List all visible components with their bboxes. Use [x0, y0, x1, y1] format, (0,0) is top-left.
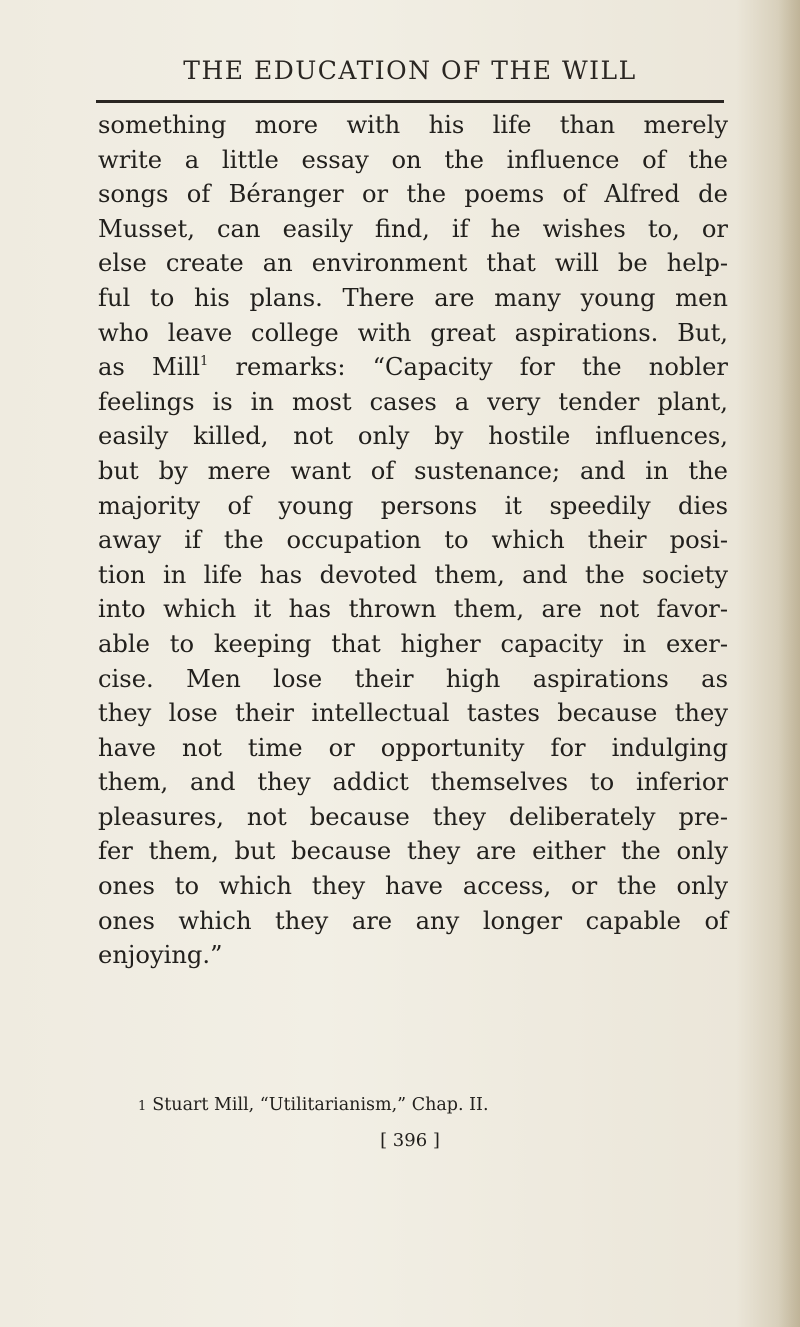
text-line: fer them, but because they are either the only	[98, 837, 728, 866]
text-line: have not time or opportunity for indulging	[98, 733, 728, 762]
text-line: write a little essay on the influence of the	[98, 145, 728, 174]
text-line: else create an environment that will be help-	[98, 249, 728, 278]
text-line: easily killed, not only by hostile influences,	[98, 422, 728, 451]
text-line: enjoying.”	[98, 941, 223, 970]
text-fragment: as Mill	[98, 353, 200, 382]
running-head: THE EDUCATION OF THE WILL	[183, 56, 637, 85]
text-line: they lose their intellectual tastes because they	[98, 699, 728, 728]
running-head-rule	[96, 100, 724, 103]
body-text	[98, 108, 728, 973]
page-edge-shadow	[778, 0, 800, 1327]
footnote-reference: 1	[200, 354, 209, 370]
text-line: ones to which they have access, or the only	[98, 872, 728, 901]
page-number: [ 396 ]	[380, 1130, 440, 1151]
text-line: who leave college with great aspirations. But,	[98, 318, 728, 347]
text-line: ful to his plans. There are many young men	[98, 283, 728, 312]
text-line: Musset, can easily find, if he wishes to, or	[98, 214, 728, 243]
text-fragment: remarks: “Capacity for the nobler	[208, 353, 728, 382]
text-line: feelings is in most cases a very tender plant,	[98, 387, 728, 416]
text-line: into which it has thrown them, are not favor-	[98, 595, 728, 624]
text-line: away if the occupation to which their posi-	[98, 526, 728, 555]
text-line: majority of young persons it speedily dies	[98, 491, 728, 520]
text-line: but by mere want of sustenance; and in the	[98, 456, 728, 485]
text-line: tion in life has devoted them, and the society	[98, 560, 728, 589]
footnote-text: Stuart Mill, “Utilitarianism,” Chap. II.	[152, 1095, 489, 1115]
footnote-marker: 1	[138, 1099, 147, 1114]
text-line: pleasures, not because they deliberately pre-	[98, 802, 728, 831]
text-line: songs of Béranger or the poems of Alfred de	[98, 180, 728, 209]
text-line: able to keeping that higher capacity in exer-	[98, 629, 728, 658]
text-line: ones which they are any longer capable of	[98, 906, 728, 935]
text-line: them, and they addict themselves to inferior	[98, 768, 728, 797]
footnote	[138, 1095, 489, 1115]
text-line	[98, 350, 728, 385]
text-line: cise. Men lose their high aspirations as	[98, 664, 728, 693]
text-line: something more with his life than merely	[98, 111, 728, 139]
